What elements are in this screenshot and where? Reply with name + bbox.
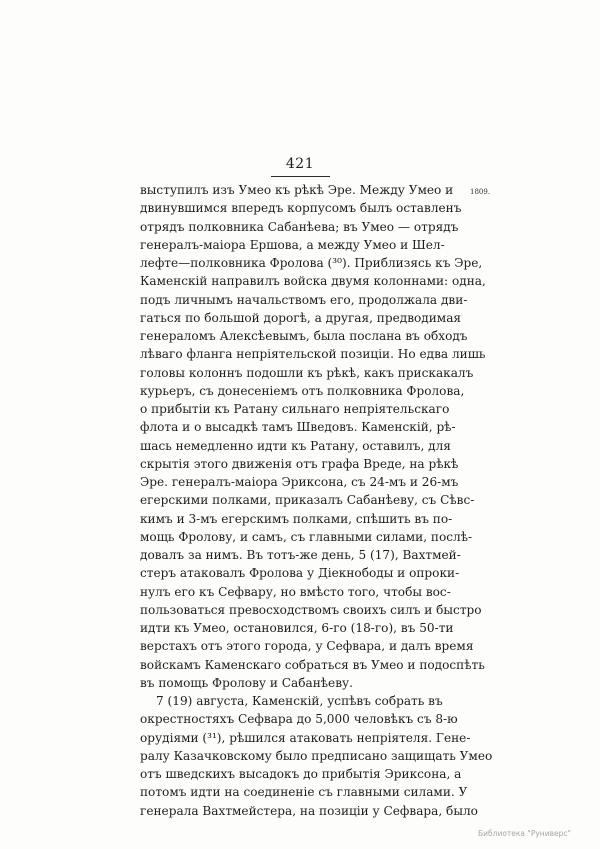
text-line: довалъ за нимъ. Въ тотъ-же день, 5 (17), Вахтмей-	[140, 548, 461, 562]
text-line: двинувшимся впередъ корпусомъ былъ оставленъ	[140, 201, 462, 216]
text-line: лѣваго фланга непріятельской позиціи. Но едва лишь	[140, 347, 486, 362]
text-line: стеръ атаковалъ Фролова у Діекнободы и опроки-	[140, 566, 460, 581]
text-line: ралу Казачковскому было предписано защищать Умео	[140, 748, 493, 763]
text-line: егерскими полками, приказалъ Сабанѣеву, съ Сѣвс-	[140, 493, 475, 508]
text-line: о прибытіи къ Ратану сильнаго непріятельскаго	[140, 402, 450, 416]
text-line: скрытія этого движенія отъ графа Вреде, на рѣкѣ	[140, 456, 459, 471]
text-line: орудіями (³¹), рѣшился атаковать непріятеля. Гене-	[140, 730, 471, 745]
text-line: генераломъ Алексѣевымъ, была послана въ обходъ	[140, 329, 468, 343]
page-number: 421	[285, 156, 315, 172]
text-line: въ помощь Фролову и Сабанѣеву.	[140, 675, 353, 690]
text-line: флота и о высадкѣ тамъ Шведовъ. Каменскій, рѣ-	[140, 420, 456, 435]
text-line: нулъ его къ Сефвару, но вмѣсто того, чтобы вос-	[140, 584, 451, 599]
text-line: выступилъ изъ Умео къ рѣкѣ Эре. Между Умео и	[140, 183, 454, 197]
text-line: отрядъ полковника Сабанѣева; въ Умео — отрядъ	[140, 219, 459, 234]
text-line: головы колоннъ подошли къ рѣкѣ, какъ прискакалъ	[140, 365, 474, 380]
text-line: пользоваться превосходствомъ своихъ силъ и быстро	[140, 602, 482, 617]
text-line: мощь Фролову, и самъ, съ главными силами, послѣ-	[140, 529, 473, 544]
text-line: кимъ и 3-мъ егерскимъ полками, спѣшить въ по-	[140, 511, 453, 526]
text-line: лефте—полковника Фролова (³⁰). Приблизясь къ Эре,	[140, 256, 483, 270]
text-line: окрестностяхъ Сефвара до 5,000 человѣкъ съ 8-ю	[140, 712, 458, 727]
text-line: потомъ идти на соединеніе съ главными силами. У	[140, 785, 468, 800]
text-line: идти къ Умео, остановился, 6-го (18-го), въ 50-ти	[140, 621, 454, 635]
margin-year-note: 1809.	[470, 188, 491, 196]
library-watermark: Библиотека "Руниверс"	[478, 829, 571, 838]
text-line: Каменскій направилъ войска двумя колоннами: одна,	[140, 274, 486, 289]
text-line: верстахъ отъ этого города, у Сефвара, и далъ время	[140, 639, 474, 654]
text-line: гаться по большой дорогѣ, а другая, предводимая	[140, 310, 462, 325]
text-line: подъ личнымъ начальствомъ его, продолжала дви-	[140, 292, 468, 307]
paragraph-start-line: 7 (19) августа, Каменскій, успѣвъ собрать въ	[156, 694, 443, 708]
text-line: курьеръ, съ донесеніемъ отъ полковника Фролова,	[140, 383, 465, 398]
text-line: войскамъ Каменскаго собраться въ Умео и подоспѣть	[140, 657, 485, 672]
text-line: шась немедленно идти къ Ратану, оставилъ, для	[140, 438, 451, 453]
text-line: отъ шведскихъ высадокъ до прибытія Эриксона, а	[140, 767, 462, 781]
text-line: генералъ-маіора Ершова, а между Умео и Шел-	[140, 237, 445, 252]
page-number-rule	[271, 176, 330, 177]
text-line: Эре. генералъ-маіора Эриксона, съ 24-мъ и 26-мъ	[140, 475, 459, 489]
text-line: генерала Вахтмейстера, на позиціи у Сефвара, было	[140, 803, 478, 818]
